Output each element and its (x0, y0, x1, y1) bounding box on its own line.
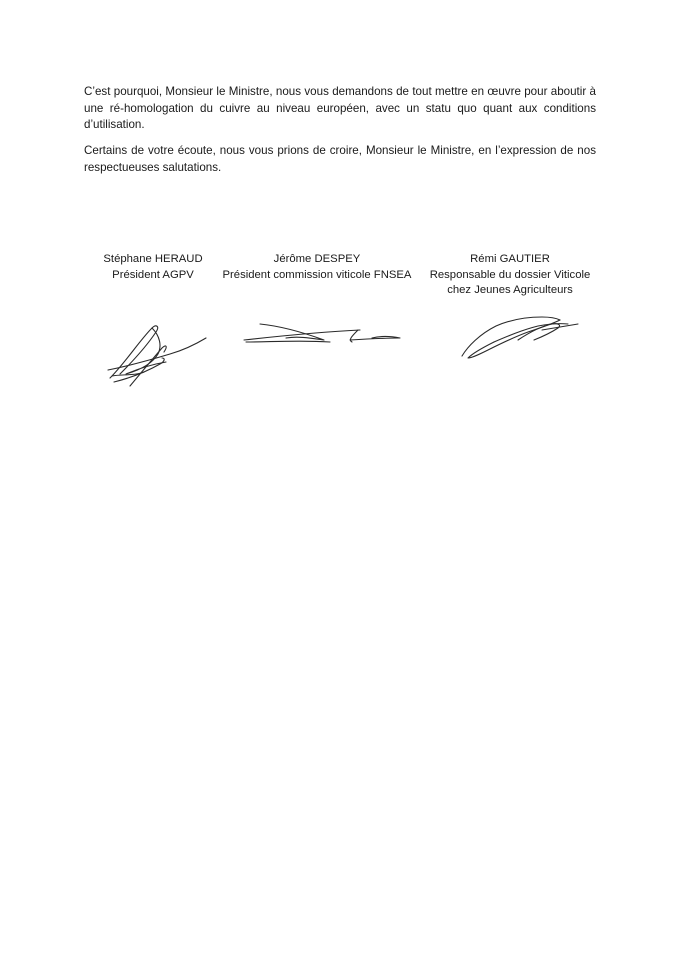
signatory-heraud (78, 252, 228, 283)
signatory-name: Stéphane HERAUD (103, 253, 203, 265)
signature-gautier (458, 310, 583, 365)
closing-request-paragraph: C’est pourquoi, Monsieur le Ministre, nous vous demandons de tout mettre en œuvre pour aboutir à une ré-homologation du cuivre au niveau européen, avec un statu quo quant aux conditions d’utilisation. (84, 85, 596, 132)
signature-heraud (100, 318, 210, 390)
salutation-paragraph: Certains de votre écoute, nous vous prions de croire, Monsieur le Ministre, en l’expression de nos respectueuses salutations. (84, 144, 596, 174)
signature-despey (240, 318, 410, 350)
signatory-role: Responsable du dossier Viticole (429, 268, 591, 281)
signatory-role: Président AGPV (112, 268, 194, 281)
signatory-name: Rémi GAUTIER (470, 253, 550, 265)
signatory-gautier (425, 252, 595, 299)
signatory-role: Président commission viticole FNSEA (222, 268, 412, 281)
signatory-role-line-2: chez Jeunes Agriculteurs (447, 284, 573, 297)
signatory-despey (222, 252, 412, 283)
signatory-name: Jérôme DESPEY (273, 253, 361, 265)
